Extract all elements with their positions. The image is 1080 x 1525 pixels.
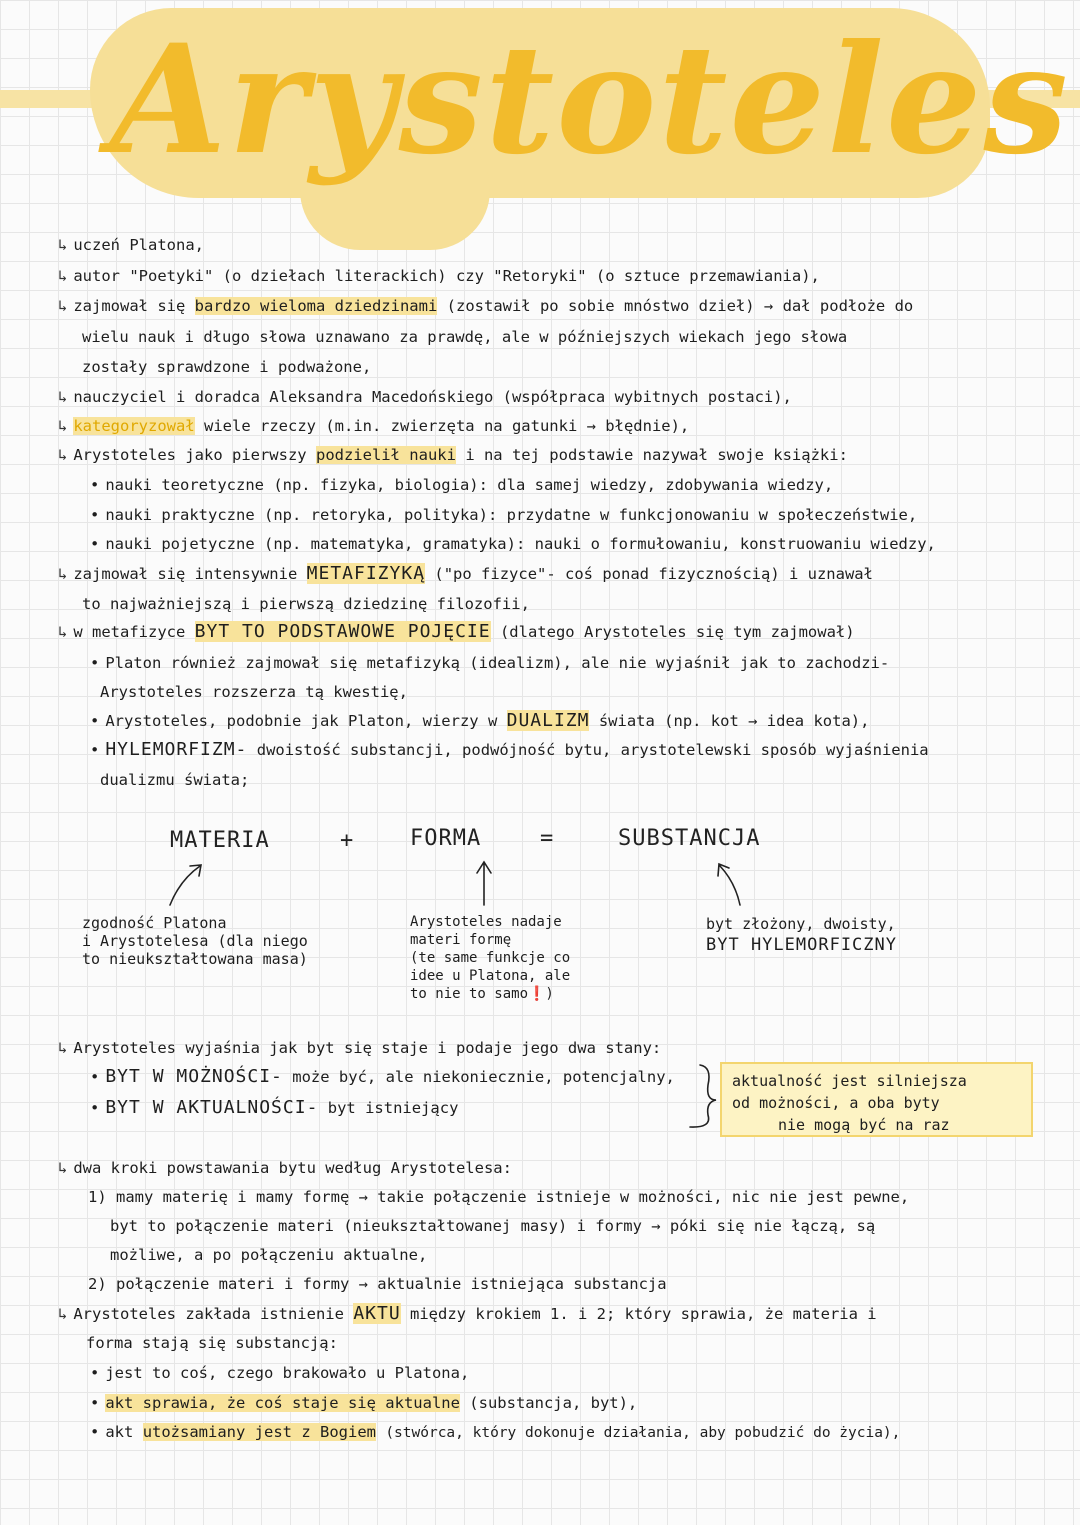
states-info-box	[720, 1062, 1033, 1137]
bullet-line	[90, 710, 869, 732]
bullet-icon: •	[90, 1423, 100, 1441]
materia-arrow	[170, 865, 201, 905]
highlighted-text: AKTU	[353, 1303, 401, 1324]
note-text: i Arystotelesa (dla niego	[82, 932, 308, 950]
bullet-icon: •	[90, 1068, 100, 1086]
materia-note	[82, 914, 308, 968]
highlighted-text: akt sprawia, że coś staje się aktualne	[105, 1394, 460, 1412]
note-line	[100, 769, 249, 791]
note-text: nauczyciel i doradca Aleksandra Macedońskiego (współpraca wybitnych postaci),	[73, 388, 792, 406]
highlighted-text: METAFIZYKĄ	[306, 563, 426, 584]
highlighted-text: bardzo wieloma dziedzinami	[194, 297, 438, 315]
note-line	[110, 1244, 427, 1266]
arrow-icon: ↳	[58, 267, 68, 285]
note-text: akt	[105, 1423, 134, 1441]
bullet-line	[90, 1097, 458, 1119]
note-text: dwoistość substancji, podwójność bytu, arystotelewski sposób wyjaśnienia	[256, 741, 929, 759]
term-text: BYT W MOŻNOŚCI-	[105, 1066, 283, 1087]
note-text: zgodność Platona	[82, 914, 227, 932]
note-text: zajmował się intensywnie	[73, 565, 298, 583]
note-line	[82, 593, 530, 615]
note-text: dwa kroki powstawania bytu według Arystotelesa:	[73, 1159, 512, 1177]
substancja-arrow	[718, 864, 740, 905]
note-text: uczeń Platona,	[73, 236, 204, 254]
note-text: wiele rzeczy (m.in. zwierzęta na gatunki → błędnie),	[204, 417, 690, 435]
bullet-icon: •	[90, 506, 100, 524]
bullet-icon: •	[90, 1394, 100, 1412]
term-text: HYLEMORFIZM-	[105, 739, 248, 760]
note-text: i na tej podstawie nazywał swoje książki:	[465, 446, 848, 464]
diagram-equals: =	[540, 826, 555, 851]
bullet-icon: •	[90, 1099, 100, 1117]
bullet-line	[90, 1362, 469, 1384]
note-text: między krokiem 1. i 2; który sprawia, że materia i	[410, 1305, 877, 1323]
note-text: 2) połączenie materi i formy → aktualnie istniejąca substancja	[88, 1275, 667, 1293]
note-line	[58, 1037, 661, 1059]
note-text: Arystoteles rozszerza tą kwestię,	[100, 683, 408, 701]
arrow-icon: ↳	[58, 446, 68, 464]
diagram-plus: +	[340, 828, 355, 853]
bullet-line	[90, 1421, 900, 1444]
bullet-icon: •	[90, 741, 100, 759]
note-text: 1) mamy materię i mamy formę → takie połączenie istnieje w możności, nic nie jest pewne,	[88, 1188, 910, 1206]
bullet-icon: •	[90, 535, 100, 553]
note-line	[86, 1332, 338, 1354]
note-line	[58, 1303, 877, 1325]
bullet-line	[90, 474, 833, 496]
note-text: (te same funkcje co	[410, 950, 571, 966]
note-line	[88, 1273, 667, 1295]
note-text: Arystoteles zakłada istnienie	[73, 1305, 344, 1323]
note-line	[82, 326, 847, 348]
highlighted-text: utożsamiany jest z Bogiem	[142, 1423, 376, 1441]
note-text: może być, ale niekoniecznie, potencjalny,	[292, 1068, 675, 1086]
note-text: Platon również zajmował się metafizyką (idealizm), ale nie wyjaśnił jak to zachodzi-	[105, 654, 890, 672]
note-text: (zostawił po sobie mnóstwo dzieł) → dał podłoże do	[446, 297, 914, 315]
arrow-icon: ↳	[58, 388, 68, 406]
note-line	[58, 386, 792, 408]
note-line	[100, 681, 408, 703]
note-text: zajmował się	[73, 297, 186, 315]
note-text: Arystoteles jako pierwszy	[73, 446, 307, 464]
note-text: byt złożony, dwoisty,	[706, 915, 896, 933]
note-text: autor "Poetyki" (o dziełach literackich) czy "Retoryki" (o sztuce przemawiania),	[73, 267, 820, 285]
note-text: (substancja, byt),	[469, 1394, 638, 1412]
bullet-icon: •	[90, 476, 100, 494]
page-title: Arystoteles	[110, 12, 1070, 188]
note-text: byt istniejący	[327, 1099, 459, 1117]
note-line	[58, 265, 820, 287]
highlighted-text: kategoryzował	[73, 417, 195, 435]
note-line	[58, 444, 848, 466]
bullet-line	[90, 652, 889, 674]
note-line	[58, 563, 873, 585]
arrow-icon: ↳	[58, 565, 68, 583]
box-text: aktualność jest silniejsza	[732, 1072, 967, 1090]
note-line	[58, 1157, 512, 1179]
bullet-line	[90, 739, 929, 761]
bullet-line	[90, 504, 917, 526]
bullet-icon: •	[90, 712, 100, 730]
note-text: idee u Platona, ale	[410, 968, 571, 984]
box-text: od możności, a oba byty	[732, 1094, 940, 1112]
note-line	[58, 295, 913, 317]
diagram-forma: FORMA	[410, 826, 482, 851]
note-text: to nieukształtowana masa)	[82, 950, 308, 968]
note-line	[58, 621, 855, 643]
bullet-icon: •	[90, 1364, 100, 1382]
note-text: dualizmu świata;	[100, 771, 250, 789]
highlighted-text: BYT TO PODSTAWOWE POJĘCIE	[194, 621, 491, 642]
note-text: byt to połączenie materi (nieukształtowanej masy) i formy → póki się nie łączą, są	[110, 1217, 876, 1235]
diagram-materia: MATERIA	[170, 828, 270, 853]
arrow-icon: ↳	[58, 236, 68, 254]
forma-arrow	[477, 862, 491, 905]
arrow-icon: ↳	[58, 417, 68, 435]
note-text: ("po fizyce"- coś ponad fizycznością) i uznawał	[434, 565, 873, 583]
note-text: Arystoteles, podobnie jak Platon, wierzy w	[105, 712, 498, 730]
note-text: materi formę	[410, 932, 512, 948]
note-text: Arystoteles wyjaśnia jak byt się staje i podaje jego dwa stany:	[73, 1039, 662, 1057]
note-text: Arystoteles nadaje	[410, 914, 562, 930]
diagram-substancja: SUBSTANCJA	[618, 826, 761, 851]
note-text: jest to coś, czego brakowało u Platona,	[105, 1364, 470, 1382]
states-brace	[690, 1070, 717, 1120]
note-text: nauki teoretyczne (np. fizyka, biologia): dla samej wiedzy, zdobywania wiedzy,	[105, 476, 834, 494]
bullet-line	[90, 1392, 637, 1414]
note-line	[58, 415, 689, 437]
bullet-line	[90, 1066, 675, 1088]
arrow-icon: ↳	[58, 1159, 68, 1177]
substancja-note	[706, 915, 897, 954]
forma-note	[410, 913, 570, 1003]
note-text: wielu nauk i długo słowa uznawano za prawdę, ale w późniejszych wiekach jego słowa	[82, 328, 848, 346]
note-line	[110, 1215, 875, 1237]
note-text: to nie to samo❗)	[410, 986, 554, 1002]
note-text: w metafizyce	[73, 623, 186, 641]
note-text: (dlatego Arystoteles się tym zajmował)	[499, 623, 855, 641]
term-text: BYT W AKTUALNOŚCI-	[105, 1097, 319, 1118]
note-line	[88, 1186, 909, 1208]
arrow-icon: ↳	[58, 297, 68, 315]
note-text: nauki pojetyczne (np. matematyka, gramatyka): nauki o formułowaniu, konstruowaniu wiedzy,	[105, 535, 936, 553]
arrow-icon: ↳	[58, 623, 68, 641]
box-text: nie mogą być na raz	[778, 1116, 950, 1134]
note-text: świata (np. kot → idea kota),	[598, 712, 870, 730]
note-text: to najważniejszą i pierwszą dziedzinę filozofii,	[82, 595, 530, 613]
note-line	[58, 234, 204, 256]
highlighted-text: DUALIZM	[506, 710, 590, 731]
note-text: zostały sprawdzone i podważone,	[82, 358, 372, 376]
arrow-icon: ↳	[58, 1305, 68, 1323]
note-text: forma stają się substancją:	[86, 1334, 338, 1352]
arrow-icon: ↳	[58, 1039, 68, 1057]
bullet-icon: •	[90, 654, 100, 672]
term-text: BYT HYLEMORFICZNY	[706, 935, 897, 955]
note-text: nauki praktyczne (np. retoryka, polityka): przydatne w funkcjonowaniu w społeczeństwie,	[105, 506, 918, 524]
note-line	[82, 356, 371, 378]
note-text: (stwórca, który dokonuje działania, aby pobudzić do życia),	[385, 1425, 901, 1441]
bullet-line	[90, 533, 936, 555]
highlighted-text: podzielił nauki	[315, 446, 456, 464]
note-text: możliwe, a po połączeniu aktualne,	[110, 1246, 428, 1264]
